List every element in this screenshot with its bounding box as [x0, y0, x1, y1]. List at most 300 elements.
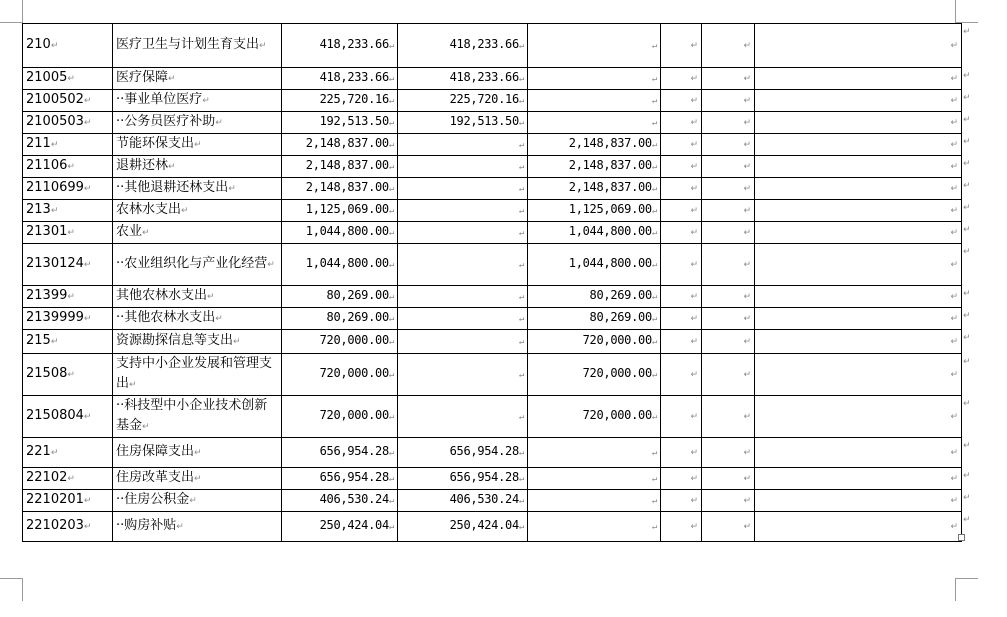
table-row [23, 156, 962, 178]
cell-blank-6 [702, 112, 755, 134]
cell-code [23, 68, 113, 90]
paragraph-mark: ↵ [518, 292, 524, 302]
cell-c1 [398, 468, 528, 490]
paragraph-mark: ↵ [518, 162, 524, 172]
paragraph-mark: ↵ [690, 292, 698, 302]
cell-blank-7 [755, 90, 962, 112]
paragraph-mark: ↵ [651, 370, 657, 380]
paragraph-mark: ↵ [950, 337, 958, 347]
cell-code [23, 468, 113, 490]
cell-name [113, 396, 282, 438]
paragraph-mark: ↵ [388, 162, 394, 172]
cell-text: ··住房公积金 [116, 492, 190, 507]
cell-blank-5 [661, 24, 702, 68]
cell-text: 2150804 [26, 408, 84, 423]
cell-total [282, 24, 398, 68]
cell-total [282, 308, 398, 330]
cell-text: ··其他农林水支出 [116, 310, 216, 325]
cell-text: 210 [26, 37, 51, 52]
cell-text: ··其他退耕还林支出 [116, 180, 229, 195]
cell-blank-5 [661, 112, 702, 134]
paragraph-mark: ↵ [743, 474, 751, 484]
cell-text: 250,424.04 [319, 518, 389, 532]
page-corner-top-right [955, 0, 978, 23]
cell-text: 2,148,837.00 [568, 158, 652, 172]
paragraph-mark: ↵ [518, 448, 524, 458]
paragraph-mark: ↵ [690, 206, 698, 216]
cell-blank-7 [755, 244, 962, 286]
paragraph-mark: ↵ [950, 314, 958, 324]
cell-text: 2,148,837.00 [568, 180, 652, 194]
paragraph-mark: ↵ [388, 292, 394, 302]
paragraph-mark: ↵ [690, 260, 698, 270]
paragraph-mark: ↵ [388, 140, 394, 150]
paragraph-mark: ↵ [83, 118, 92, 128]
cell-c2 [528, 90, 661, 112]
paragraph-mark: ↵ [67, 370, 75, 380]
cell-c1 [398, 178, 528, 200]
paragraph-mark: ↵ [743, 41, 751, 51]
cell-blank-6 [702, 490, 755, 512]
cell-name [113, 308, 282, 330]
cell-text: 1,125,069.00 [305, 202, 389, 216]
cell-text: 1,044,800.00 [305, 224, 389, 238]
paragraph-mark: ↵ [83, 314, 92, 324]
cell-blank-5 [661, 308, 702, 330]
table-row [23, 468, 962, 490]
cell-text: 213 [26, 202, 51, 217]
paragraph-mark: ↵ [388, 412, 394, 422]
paragraph-mark: ↵ [67, 74, 75, 84]
paragraph-mark: ↵ [651, 206, 657, 216]
table-row [23, 222, 962, 244]
row-end-mark: ↵ [963, 93, 971, 103]
paragraph-mark: ↵ [83, 412, 92, 422]
table-row [23, 134, 962, 156]
cell-total [282, 222, 398, 244]
cell-c1 [398, 330, 528, 354]
row-end-mark: ↵ [963, 159, 971, 169]
paragraph-mark: ↵ [651, 448, 657, 458]
paragraph-mark: ↵ [690, 41, 698, 51]
paragraph-mark: ↵ [651, 140, 657, 150]
paragraph-mark: ↵ [651, 314, 657, 324]
table-row [23, 112, 962, 134]
paragraph-mark: ↵ [690, 184, 698, 194]
cell-text: 656,954.28 [319, 444, 389, 458]
row-end-mark: ↵ [963, 247, 971, 257]
paragraph-mark: ↵ [651, 96, 657, 106]
cell-text: 1,044,800.00 [305, 256, 389, 270]
paragraph-mark: ↵ [176, 522, 184, 532]
table-row [23, 178, 962, 200]
paragraph-mark: ↵ [690, 118, 698, 128]
paragraph-mark: ↵ [690, 474, 698, 484]
paragraph-mark: ↵ [690, 522, 698, 532]
cell-text: 21106 [26, 158, 68, 173]
cell-name [113, 134, 282, 156]
cell-c1 [398, 134, 528, 156]
cell-c2 [528, 308, 661, 330]
cell-text: 2,148,837.00 [305, 180, 389, 194]
cell-text: 406,530.24 [319, 492, 389, 506]
cell-blank-6 [702, 438, 755, 468]
cell-text: 2210203 [26, 518, 84, 533]
cell-text: 1,125,069.00 [568, 202, 652, 216]
cell-code [23, 134, 113, 156]
paragraph-mark: ↵ [518, 74, 524, 84]
paragraph-mark: ↵ [50, 337, 59, 347]
cell-blank-5 [661, 200, 702, 222]
paragraph-mark: ↵ [651, 337, 657, 347]
cell-blank-5 [661, 468, 702, 490]
paragraph-mark: ↵ [518, 260, 524, 270]
cell-text: 21399 [26, 288, 68, 303]
cell-name [113, 438, 282, 468]
cell-c1 [398, 24, 528, 68]
paragraph-mark: ↵ [950, 162, 958, 172]
cell-c2 [528, 396, 661, 438]
paragraph-mark: ↵ [950, 412, 958, 422]
cell-text: 2,148,837.00 [305, 158, 389, 172]
paragraph-mark: ↵ [743, 184, 751, 194]
cell-name [113, 68, 282, 90]
cell-blank-6 [702, 396, 755, 438]
paragraph-mark: ↵ [67, 228, 75, 238]
row-end-mark: ↵ [963, 225, 971, 235]
cell-text: 720,000.00 [319, 408, 389, 422]
table-row [23, 438, 962, 468]
cell-code [23, 222, 113, 244]
paragraph-mark: ↵ [228, 184, 236, 194]
cell-text: 406,530.24 [449, 492, 519, 506]
paragraph-mark: ↵ [743, 140, 751, 150]
cell-text: 2,148,837.00 [568, 136, 652, 150]
cell-c1 [398, 222, 528, 244]
cell-code [23, 286, 113, 308]
paragraph-mark: ↵ [690, 74, 698, 84]
paragraph-mark: ↵ [83, 522, 92, 532]
paragraph-mark: ↵ [518, 41, 524, 51]
paragraph-mark: ↵ [743, 496, 751, 506]
cell-text: 720,000.00 [319, 333, 389, 347]
paragraph-mark: ↵ [67, 474, 75, 484]
cell-blank-7 [755, 134, 962, 156]
cell-text: 住房保障支出 [116, 444, 195, 459]
paragraph-mark: ↵ [50, 140, 59, 150]
table-row [23, 396, 962, 438]
paragraph-mark: ↵ [83, 184, 92, 194]
cell-blank-7 [755, 330, 962, 354]
cell-text: ··事业单位医疗 [116, 92, 203, 107]
paragraph-mark: ↵ [651, 474, 657, 484]
cell-name [113, 24, 282, 68]
table-row [23, 68, 962, 90]
cell-text: 资源勘探信息等支出 [116, 333, 234, 348]
cell-name [113, 90, 282, 112]
cell-blank-5 [661, 134, 702, 156]
cell-c1 [398, 308, 528, 330]
cell-code [23, 24, 113, 68]
paragraph-mark: ↵ [651, 260, 657, 270]
cell-total [282, 134, 398, 156]
cell-text: 192,513.50 [319, 114, 389, 128]
cell-blank-5 [661, 396, 702, 438]
paragraph-mark: ↵ [67, 292, 75, 302]
row-end-mark: ↵ [963, 181, 971, 191]
cell-text: 21508 [26, 366, 68, 381]
paragraph-mark: ↵ [207, 292, 215, 302]
cell-code [23, 244, 113, 286]
paragraph-mark: ↵ [651, 412, 657, 422]
cell-c2 [528, 354, 661, 396]
paragraph-mark: ↵ [83, 96, 92, 106]
cell-name [113, 354, 282, 396]
cell-blank-7 [755, 112, 962, 134]
row-end-mark: ↵ [963, 471, 971, 481]
cell-total [282, 200, 398, 222]
paragraph-mark: ↵ [950, 496, 958, 506]
paragraph-mark: ↵ [518, 370, 524, 380]
cell-name [113, 330, 282, 354]
cell-text: 1,044,800.00 [568, 224, 652, 238]
cell-c1 [398, 68, 528, 90]
cell-code [23, 112, 113, 134]
row-end-mark: ↵ [963, 203, 971, 213]
paragraph-mark: ↵ [743, 337, 751, 347]
paragraph-mark: ↵ [743, 74, 751, 84]
row-end-mark: ↵ [963, 515, 971, 525]
cell-c2 [528, 134, 661, 156]
cell-blank-6 [702, 308, 755, 330]
paragraph-mark: ↵ [743, 314, 751, 324]
cell-text: 2,148,837.00 [305, 136, 389, 150]
cell-text: 退耕还林 [116, 158, 169, 173]
paragraph-mark: ↵ [168, 74, 176, 84]
page-corner-bottom-right [955, 578, 978, 601]
paragraph-mark: ↵ [690, 448, 698, 458]
paragraph-mark: ↵ [388, 314, 394, 324]
cell-blank-7 [755, 308, 962, 330]
cell-c2 [528, 286, 661, 308]
table-row [23, 244, 962, 286]
cell-total [282, 244, 398, 286]
cell-name [113, 468, 282, 490]
cell-text: 221 [26, 444, 51, 459]
cell-text: 医疗保障 [116, 70, 169, 85]
row-end-mark: ↵ [963, 71, 971, 81]
paragraph-mark: ↵ [651, 74, 657, 84]
paragraph-mark: ↵ [388, 184, 394, 194]
paragraph-mark: ↵ [518, 96, 524, 106]
cell-text: ··科技型中小企业技术创新基金 [116, 398, 268, 433]
paragraph-mark: ↵ [50, 41, 59, 51]
cell-c1 [398, 244, 528, 286]
paragraph-mark: ↵ [950, 260, 958, 270]
paragraph-mark: ↵ [950, 118, 958, 128]
cell-name [113, 112, 282, 134]
paragraph-mark: ↵ [259, 41, 267, 51]
cell-text: 节能环保支出 [116, 136, 195, 151]
cell-text: 225,720.16 [449, 92, 519, 106]
row-end-mark: ↵ [963, 311, 971, 321]
cell-text: 656,954.28 [449, 470, 519, 484]
cell-text: 720,000.00 [582, 408, 652, 422]
paragraph-mark: ↵ [388, 474, 394, 484]
paragraph-mark: ↵ [950, 474, 958, 484]
cell-blank-7 [755, 156, 962, 178]
paragraph-mark: ↵ [194, 474, 202, 484]
page-corner-top-left [0, 0, 23, 23]
paragraph-mark: ↵ [950, 140, 958, 150]
paragraph-mark: ↵ [518, 184, 524, 194]
page-corner-bottom-left [0, 578, 23, 601]
cell-text: 215 [26, 333, 51, 348]
cell-text: 1,044,800.00 [568, 256, 652, 270]
cell-blank-6 [702, 200, 755, 222]
paragraph-mark: ↵ [388, 522, 394, 532]
paragraph-mark: ↵ [690, 412, 698, 422]
cell-c2 [528, 112, 661, 134]
cell-c2 [528, 438, 661, 468]
row-end-mark: ↵ [963, 27, 971, 37]
cell-code [23, 512, 113, 542]
cell-total [282, 286, 398, 308]
paragraph-mark: ↵ [651, 184, 657, 194]
cell-total [282, 490, 398, 512]
cell-code [23, 308, 113, 330]
cell-total [282, 178, 398, 200]
cell-name [113, 244, 282, 286]
paragraph-mark: ↵ [950, 228, 958, 238]
cell-code [23, 396, 113, 438]
cell-text: 其他农林水支出 [116, 288, 208, 303]
cell-blank-5 [661, 438, 702, 468]
paragraph-mark: ↵ [950, 41, 958, 51]
cell-blank-7 [755, 24, 962, 68]
table-row [23, 354, 962, 396]
cell-name [113, 156, 282, 178]
cell-total [282, 512, 398, 542]
cell-name [113, 200, 282, 222]
paragraph-mark: ↵ [518, 474, 524, 484]
cell-text: 2139999 [26, 310, 84, 325]
row-end-mark: ↵ [963, 115, 971, 125]
cell-text: 2100503 [26, 114, 84, 129]
paragraph-mark: ↵ [142, 228, 150, 238]
cell-total [282, 68, 398, 90]
cell-text: 22102 [26, 470, 68, 485]
cell-blank-6 [702, 90, 755, 112]
paragraph-mark: ↵ [651, 496, 657, 506]
paragraph-mark: ↵ [194, 448, 202, 458]
paragraph-mark: ↵ [518, 496, 524, 506]
cell-blank-7 [755, 354, 962, 396]
cell-code [23, 438, 113, 468]
paragraph-mark: ↵ [83, 496, 92, 506]
cell-name [113, 512, 282, 542]
cell-text: 656,954.28 [449, 444, 519, 458]
paragraph-mark: ↵ [950, 370, 958, 380]
paragraph-mark: ↵ [690, 314, 698, 324]
cell-blank-6 [702, 468, 755, 490]
cell-c2 [528, 512, 661, 542]
paragraph-mark: ↵ [50, 448, 59, 458]
paragraph-mark: ↵ [651, 228, 657, 238]
cell-name [113, 490, 282, 512]
cell-text: 21301 [26, 224, 68, 239]
cell-total [282, 112, 398, 134]
cell-text: 80,269.00 [326, 310, 389, 324]
cell-text: 418,233.66 [319, 37, 389, 51]
row-end-mark: ↵ [963, 399, 971, 409]
paragraph-mark: ↵ [50, 206, 59, 216]
paragraph-mark: ↵ [743, 412, 751, 422]
cell-name [113, 286, 282, 308]
paragraph-mark: ↵ [233, 337, 241, 347]
cell-total [282, 90, 398, 112]
paragraph-mark: ↵ [215, 118, 223, 128]
paragraph-mark: ↵ [950, 448, 958, 458]
cell-c2 [528, 222, 661, 244]
cell-code [23, 354, 113, 396]
cell-code [23, 178, 113, 200]
cell-text: ··公务员医疗补助 [116, 114, 216, 129]
table-resize-handle[interactable] [958, 534, 965, 541]
cell-blank-6 [702, 354, 755, 396]
paragraph-mark: ↵ [743, 96, 751, 106]
cell-text: ··农业组织化与产业化经营 [116, 256, 268, 271]
cell-text: 80,269.00 [326, 288, 389, 302]
paragraph-mark: ↵ [743, 370, 751, 380]
cell-total [282, 330, 398, 354]
paragraph-mark: ↵ [651, 162, 657, 172]
cell-c1 [398, 156, 528, 178]
cell-blank-6 [702, 68, 755, 90]
paragraph-mark: ↵ [518, 337, 524, 347]
paragraph-mark: ↵ [743, 260, 751, 270]
cell-blank-6 [702, 512, 755, 542]
cell-blank-7 [755, 512, 962, 542]
cell-blank-6 [702, 244, 755, 286]
cell-blank-7 [755, 396, 962, 438]
cell-text: 418,233.66 [319, 70, 389, 84]
cell-c2 [528, 468, 661, 490]
paragraph-mark: ↵ [651, 292, 657, 302]
paragraph-mark: ↵ [202, 96, 210, 106]
paragraph-mark: ↵ [651, 522, 657, 532]
table-row [23, 286, 962, 308]
cell-c1 [398, 286, 528, 308]
paragraph-mark: ↵ [651, 118, 657, 128]
table-row [23, 200, 962, 222]
table-row [23, 512, 962, 542]
cell-text: 2210201 [26, 492, 84, 507]
paragraph-mark: ↵ [518, 206, 524, 216]
cell-text: 医疗卫生与计划生育支出 [116, 37, 260, 52]
cell-code [23, 490, 113, 512]
cell-blank-7 [755, 200, 962, 222]
budget-table [22, 23, 962, 542]
paragraph-mark: ↵ [690, 370, 698, 380]
cell-c2 [528, 244, 661, 286]
cell-text: 2100502 [26, 92, 84, 107]
paragraph-mark: ↵ [690, 337, 698, 347]
cell-text: 支持中小企业发展和管理支出 [116, 356, 273, 391]
paragraph-mark: ↵ [950, 206, 958, 216]
paragraph-mark: ↵ [388, 96, 394, 106]
cell-total [282, 438, 398, 468]
